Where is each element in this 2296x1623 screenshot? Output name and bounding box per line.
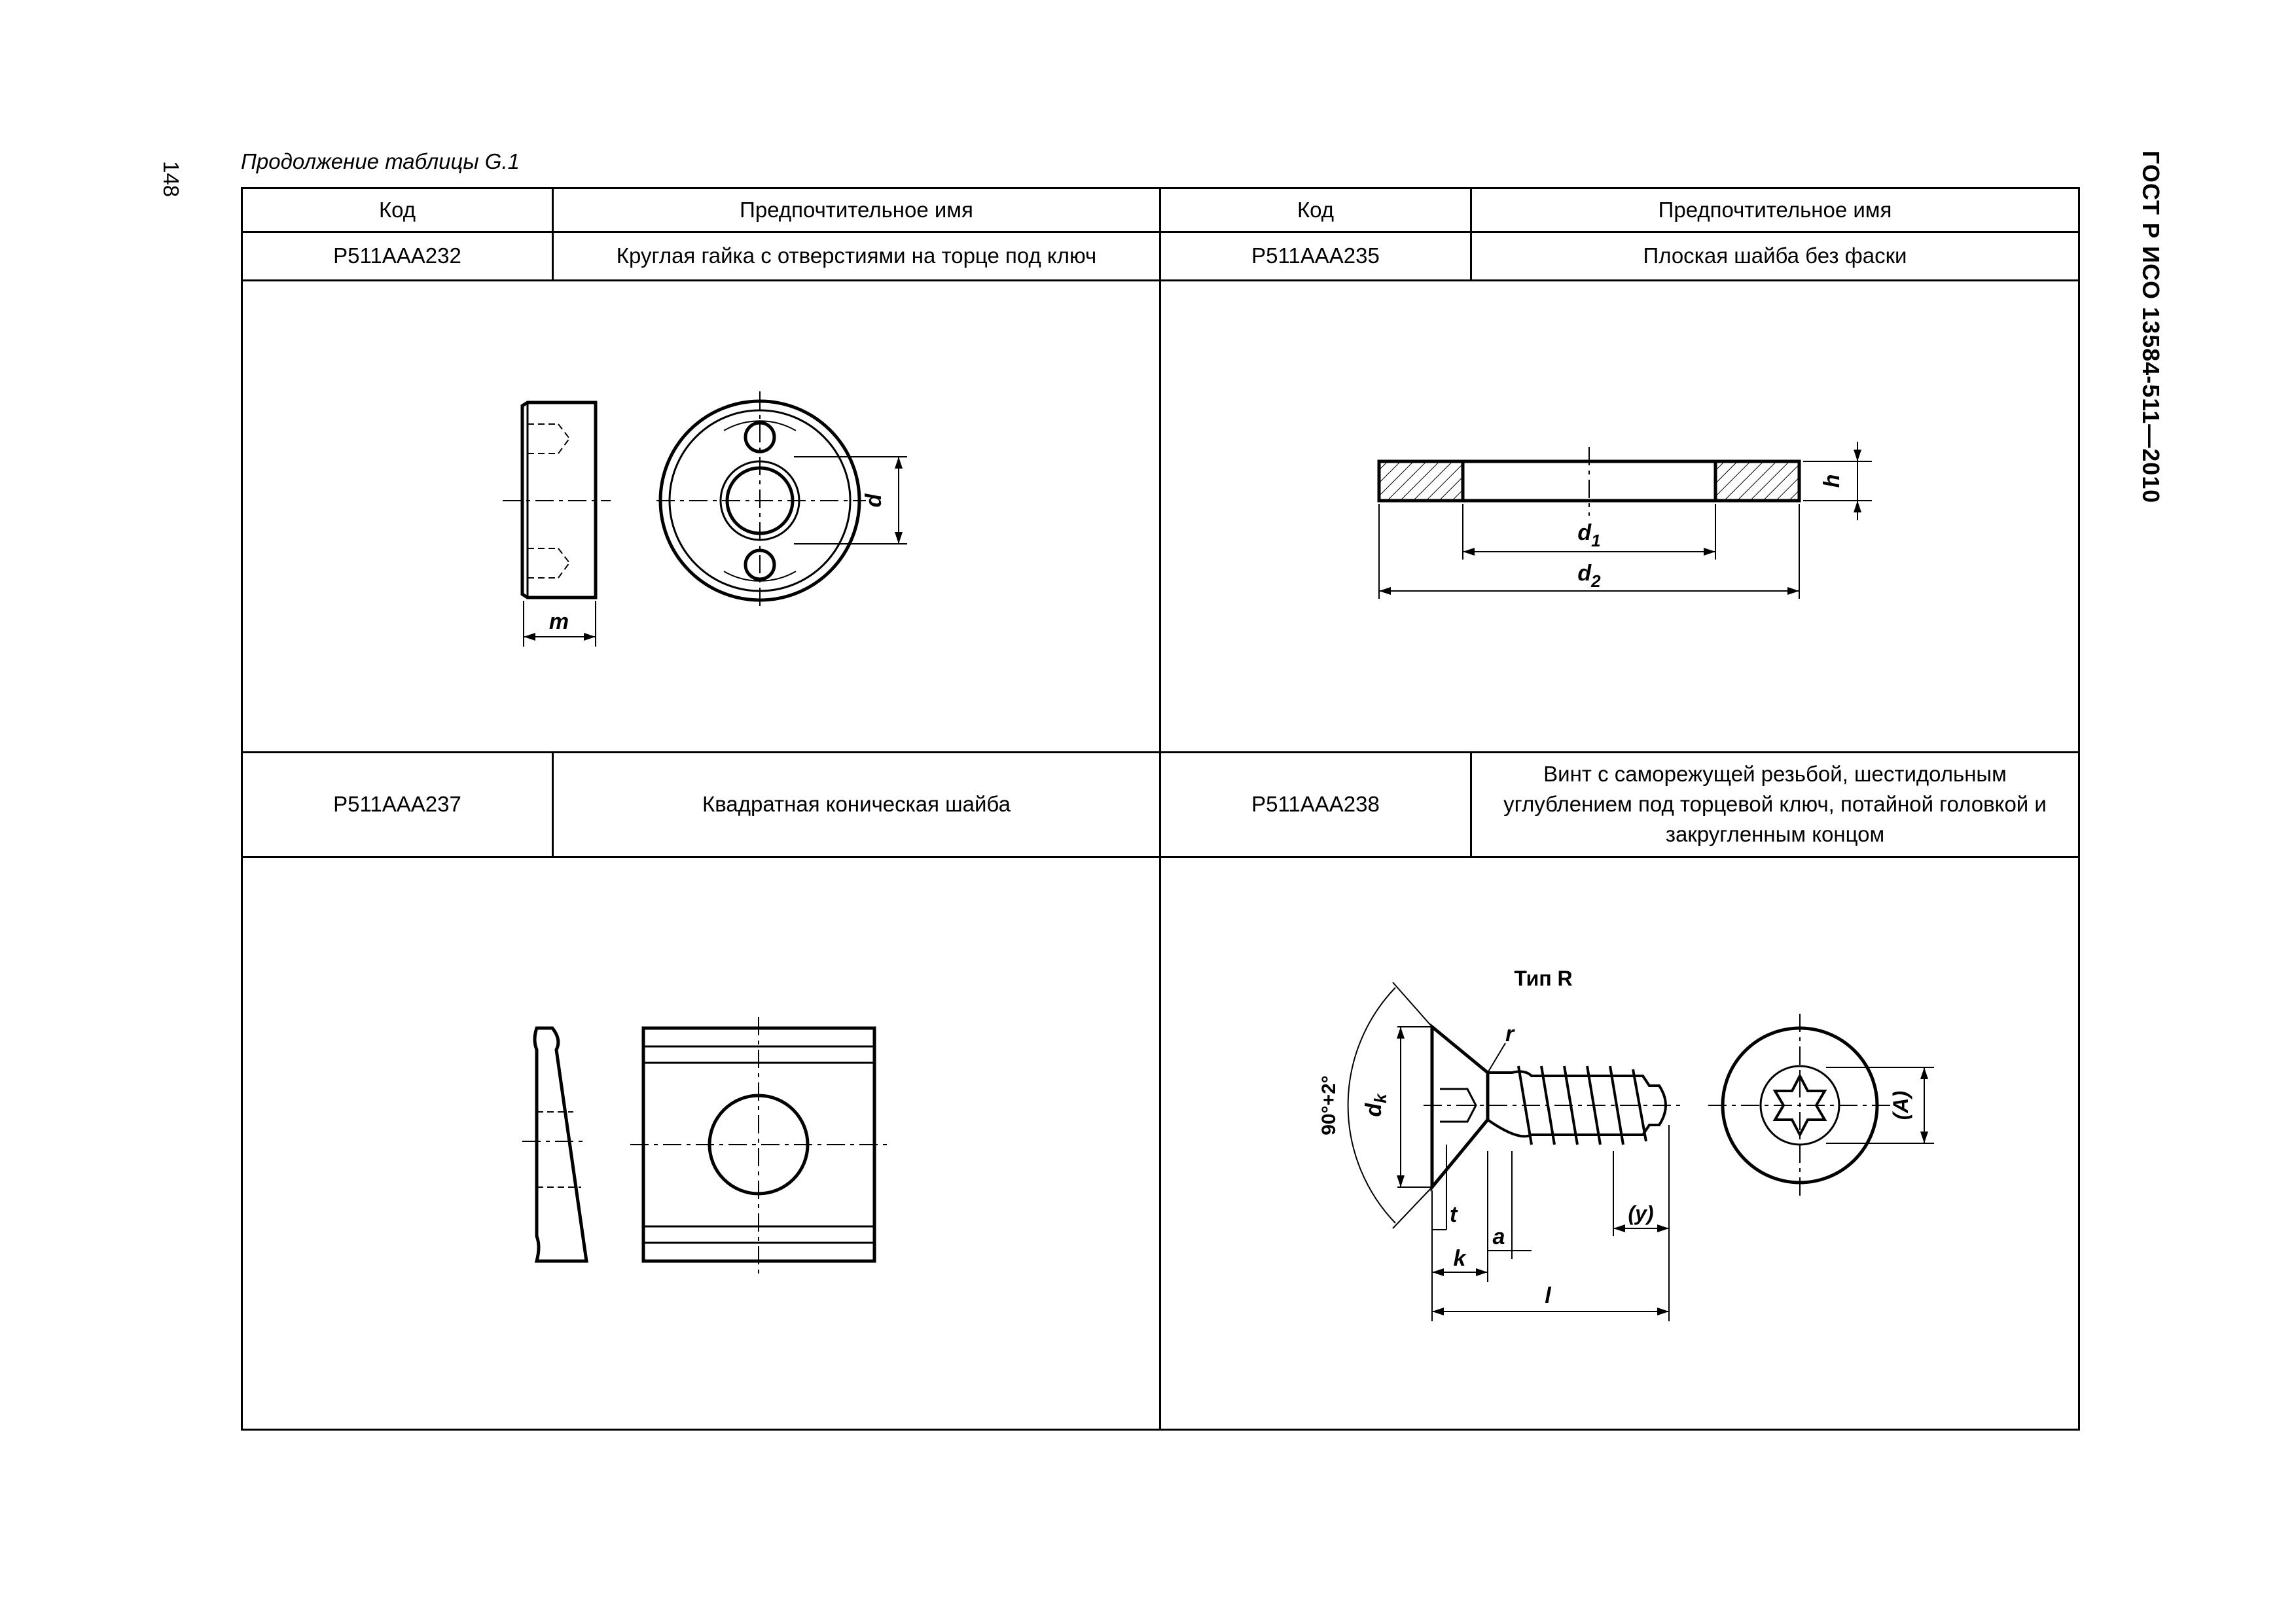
item-name: Круглая гайка с отверстиями на торце под ключ — [553, 232, 1160, 280]
header-preferred-name: Предпочтительное имя — [1471, 188, 2079, 232]
label-h: h — [1819, 474, 1844, 488]
figure-cell-square-taper-washer — [242, 857, 1160, 1429]
header-code: Код — [242, 188, 553, 232]
item-name: Квадратная коническая шайба — [553, 753, 1160, 857]
item-code: P511AAA237 — [242, 753, 553, 857]
label-dk: $d_k$ — [1361, 1094, 1390, 1117]
table-continuation-label: Продолжение таблицы G.1 — [241, 149, 520, 173]
label-l: l — [1544, 1283, 1551, 1308]
figure-cell-flat-washer — [1160, 280, 2079, 752]
table-header-row — [242, 188, 2079, 232]
item-code: P511AAA238 — [1160, 753, 1471, 857]
header-preferred-name: Предпочтительное имя — [553, 188, 1160, 232]
taper-side-body — [535, 1028, 586, 1261]
item-name: Винт с саморежущей резьбой, шестидольным углублением под торцевой ключ, потайной головкой и закругленным концом — [1471, 753, 2079, 857]
figure-title-type-r: Тип R — [1513, 966, 1573, 990]
header-code: Код — [1160, 188, 1471, 232]
label-angle: 90°+2° — [1318, 1075, 1340, 1135]
page-number: 148 — [159, 161, 183, 198]
item-name: Плоская шайба без фаски — [1471, 232, 2079, 280]
table-row — [242, 753, 2079, 857]
label-a-diameter: (A) — [1888, 1090, 1912, 1120]
figure-cell-round-nut — [242, 280, 1160, 752]
figure-cell-tapping-screw — [1160, 857, 2079, 1429]
label-t: t — [1449, 1202, 1457, 1227]
item-code: P511AAA235 — [1160, 232, 1471, 280]
label-d2: $d_2$ — [1577, 560, 1601, 591]
screw-head — [1432, 1027, 1488, 1187]
round-nut-drawing — [246, 287, 1156, 745]
item-code: P511AAA232 — [242, 232, 553, 280]
label-a: a — [1492, 1224, 1505, 1249]
label-d1: $d_1$ — [1577, 520, 1601, 550]
figure-row — [242, 857, 2079, 1429]
label-m: m — [548, 609, 569, 634]
square-taper-washer-drawing — [246, 862, 1156, 1425]
label-k: k — [1453, 1245, 1465, 1271]
parts-table — [241, 187, 2080, 1431]
table-row — [242, 232, 2079, 280]
label-y: (y) — [1627, 1201, 1654, 1225]
label-r: r — [1505, 1021, 1514, 1046]
tapping-screw-drawing — [1165, 862, 2075, 1425]
document-id: ГОСТ Р ИСО 13584-511—2010 — [2138, 151, 2164, 504]
flat-washer-drawing — [1165, 287, 2075, 745]
figure-row — [242, 280, 2079, 752]
label-d: d — [861, 493, 886, 508]
